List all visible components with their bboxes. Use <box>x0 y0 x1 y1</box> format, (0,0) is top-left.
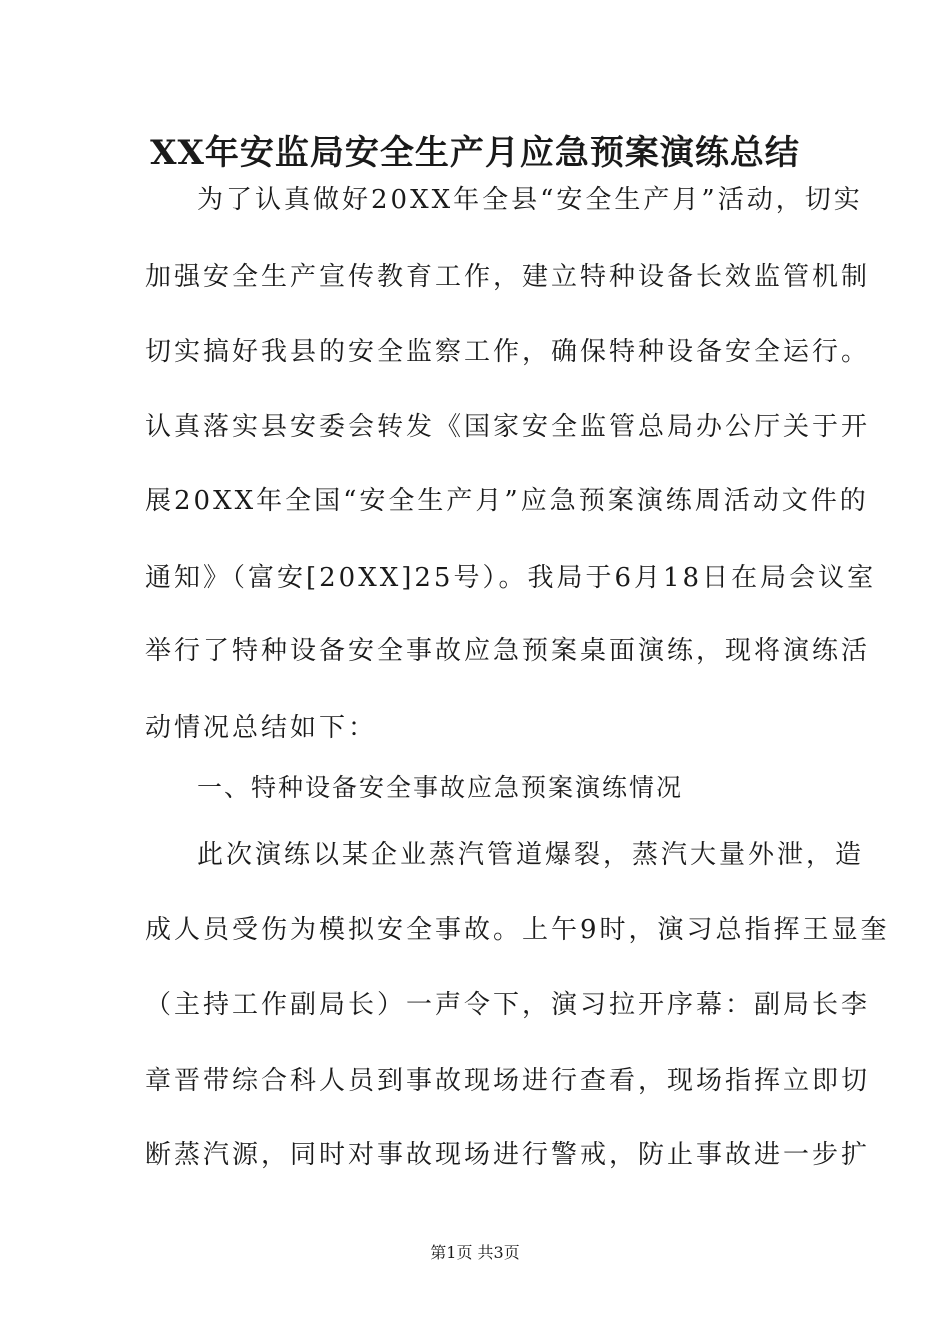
paragraph-line: 举行了特种设备安全事故应急预案桌面演练，现将演练活 <box>145 636 871 666</box>
paragraph-line: （主持工作副局长）一声令下，演习拉开序幕：副局长李 <box>145 990 871 1020</box>
paragraph-line: 成人员受伤为模拟安全事故。上午9时，演习总指挥王显奎 <box>145 915 890 945</box>
paragraph-line: 认真落实县安委会转发《国家安全监管总局办公厅关于开 <box>145 412 871 442</box>
paragraph-line: 切实搞好我县的安全监察工作，确保特种设备安全运行。 <box>145 337 871 367</box>
paragraph-line: 展20XX年全国“安全生产月”应急预案演练周活动文件的 <box>145 486 869 516</box>
paragraph-line: 动情况总结如下： <box>145 713 378 743</box>
paragraph-line: 通知》（富安[20XX]25号）。我局于6月18日在局会议室 <box>145 563 877 593</box>
section-heading: 一、特种设备安全事故应急预案演练情况 <box>197 773 684 802</box>
paragraph-line: 章晋带综合科人员到事故现场进行查看，现场指挥立即切 <box>145 1066 871 1096</box>
page-footer: 第1页 共3页 <box>430 1243 520 1262</box>
paragraph-line: 加强安全生产宣传教育工作，建立特种设备长效监管机制 <box>145 262 871 292</box>
document-title: XX年安监局安全生产月应急预案演练总结 <box>150 133 800 173</box>
paragraph-line: 断蒸汽源，同时对事故现场进行警戒，防止事故进一步扩 <box>145 1140 871 1170</box>
paragraph-line: 为了认真做好20XX年全县“安全生产月”活动，切实 <box>197 185 863 215</box>
paragraph-line: 此次演练以某企业蒸汽管道爆裂，蒸汽大量外泄，造 <box>197 840 865 870</box>
